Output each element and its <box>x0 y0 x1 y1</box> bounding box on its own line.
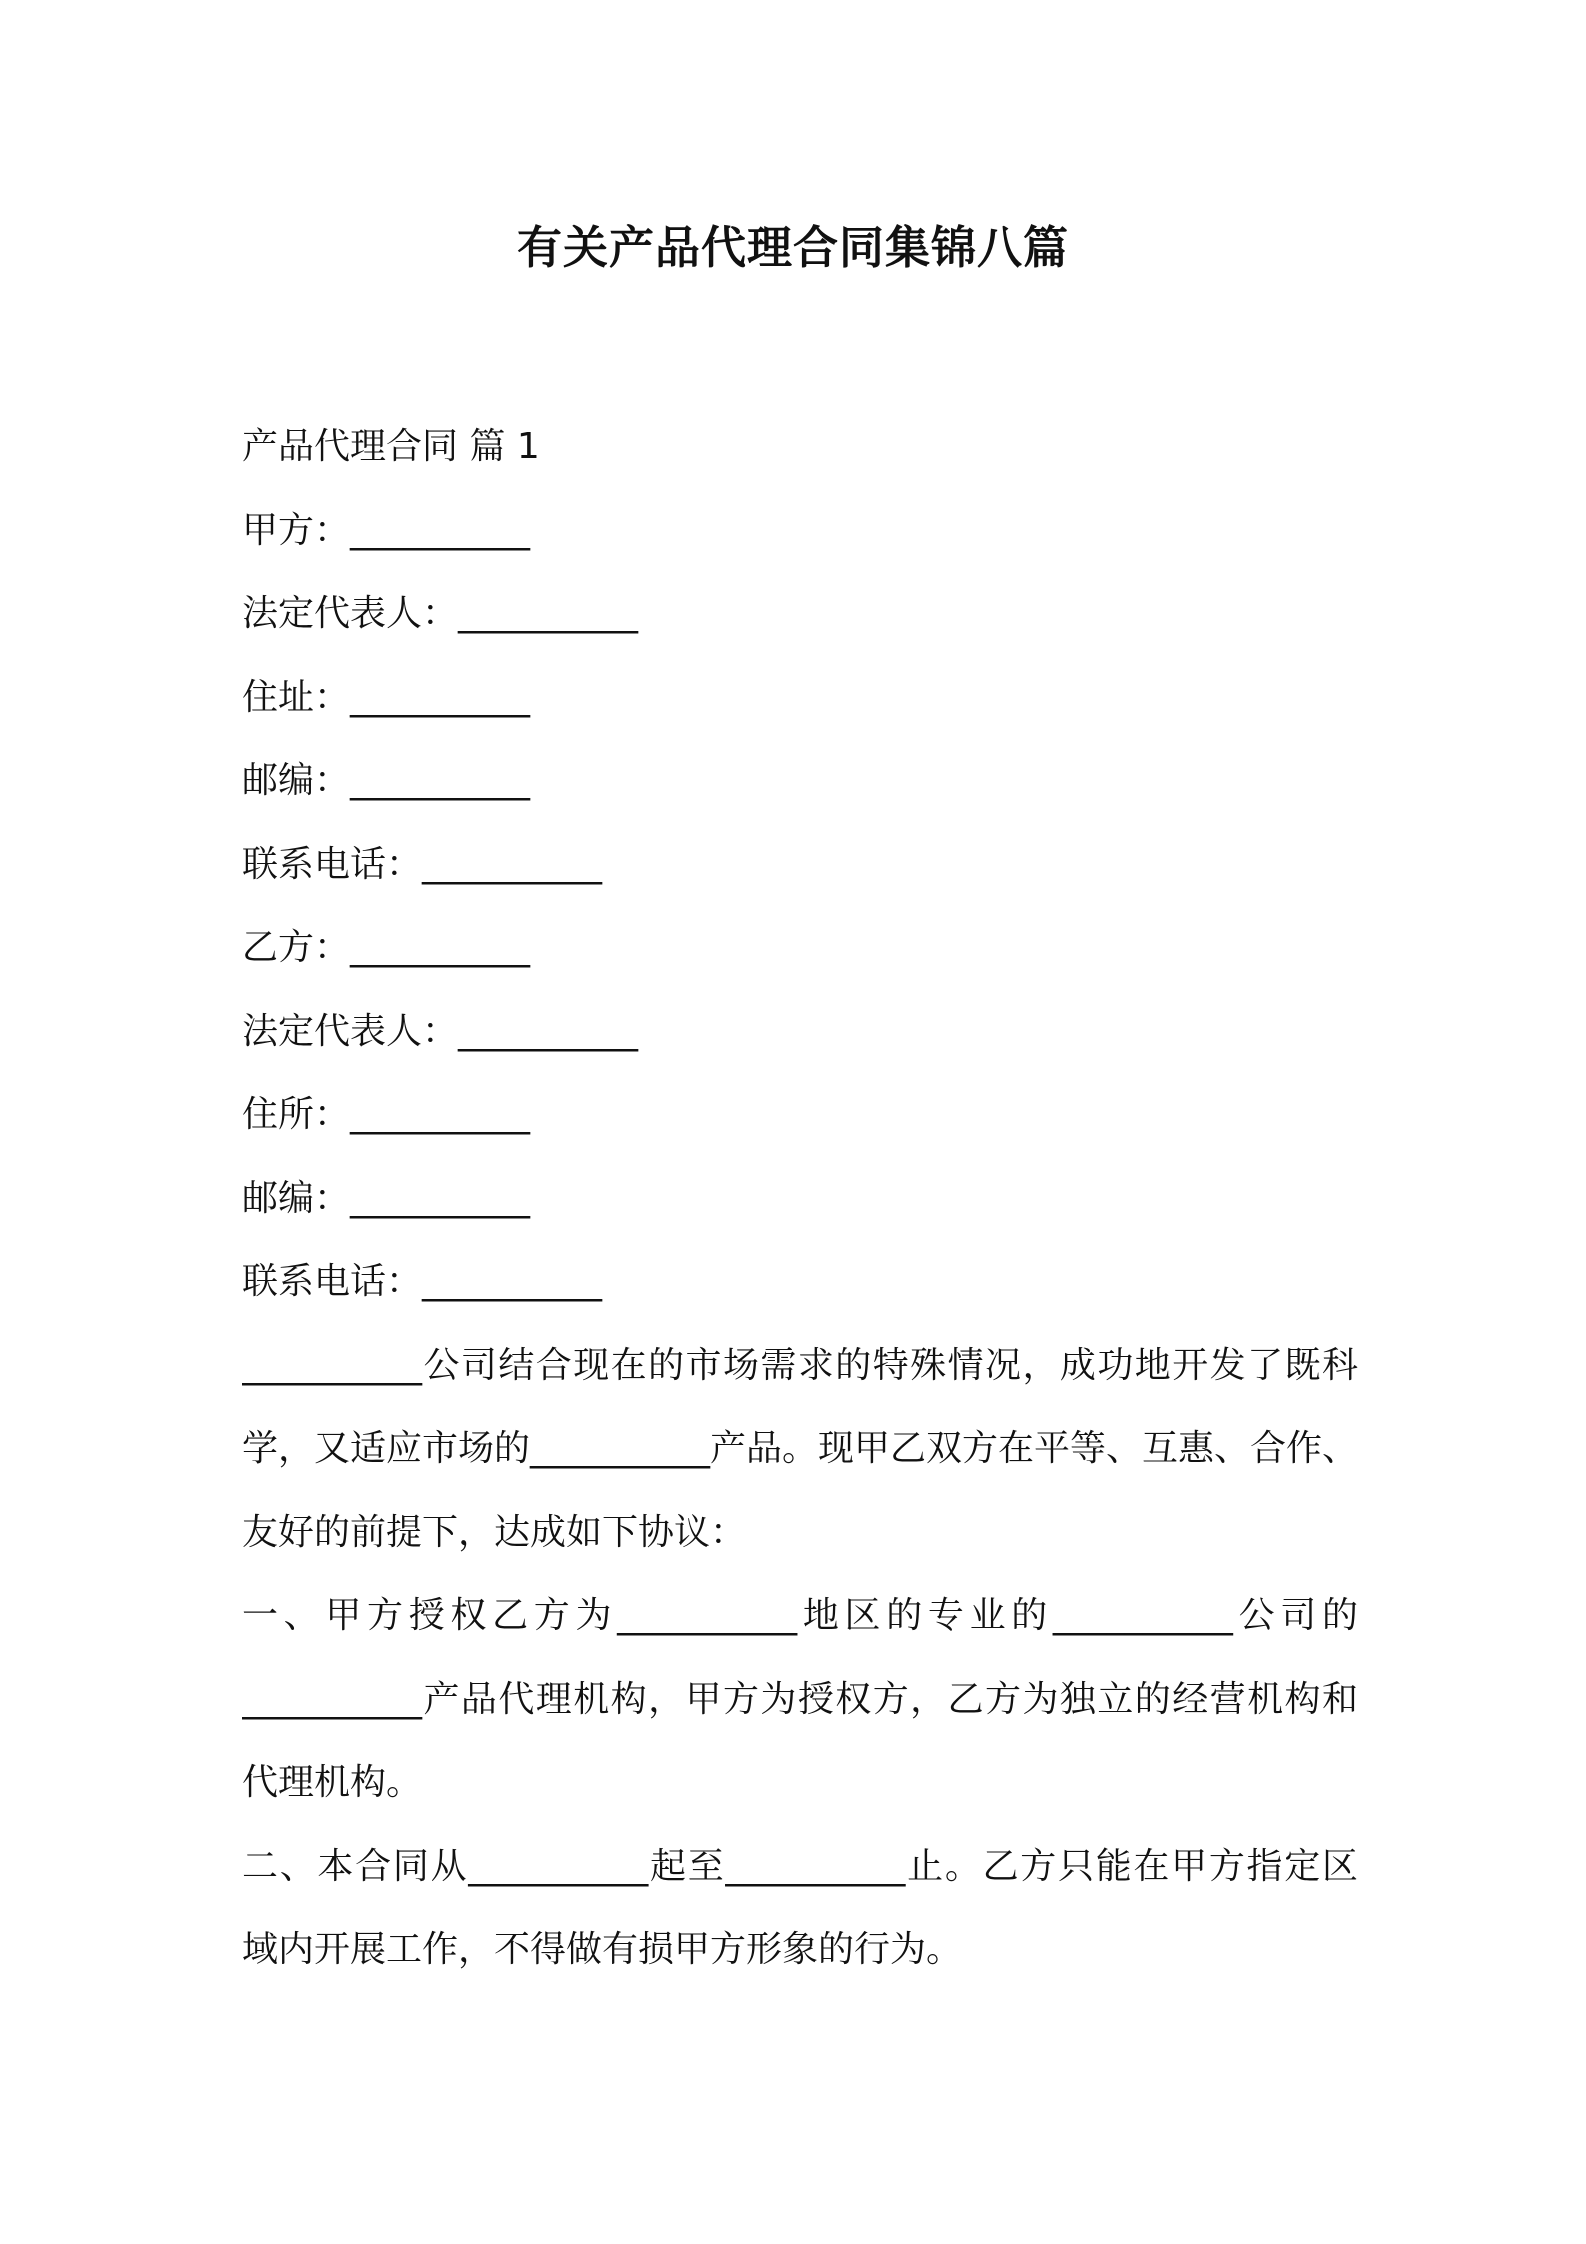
party-a-phone-field: 联系电话：__________ <box>242 843 603 885</box>
preamble-line: 学，又适应市场的__________产品。现甲乙双方在平等、互惠、合作、 <box>242 1428 1358 1469</box>
section-heading: 产品代理合同 篇 1 <box>242 426 540 467</box>
clause-1-line: __________产品代理机构，甲方为授权方，乙方为独立的经营机构和 <box>242 1678 1358 1720</box>
party-b-representative-field: 法定代表人：__________ <box>242 1010 639 1052</box>
document-body <box>242 405 1358 1992</box>
party-b-postcode-field: 邮编：__________ <box>242 1177 531 1219</box>
party-b-address-field: 住所：__________ <box>242 1094 531 1135</box>
clause-1-line: 代理机构。 <box>242 1762 423 1803</box>
document-title: 有关产品代理合同集锦八篇 <box>516 221 1069 274</box>
party-a-postcode-field: 邮编：__________ <box>242 760 531 801</box>
clause-2-line: 域内开展工作，不得做有损甲方形象的行为。 <box>242 1929 963 1970</box>
party-b-field: 乙方：__________ <box>242 927 531 968</box>
party-a-representative-field: 法定代表人：__________ <box>242 593 639 634</box>
preamble-line: __________公司结合现在的市场需求的特殊情况，成功地开发了既科 <box>242 1344 1358 1386</box>
party-a-field: 甲方：__________ <box>242 509 531 551</box>
clause-1-line: 一、甲方授权乙方为__________地区的专业的__________公司的 <box>242 1595 1358 1636</box>
clause-2-line: 二、本合同从__________起至__________止。乙方只能在甲方指定区 <box>242 1845 1358 1887</box>
preamble-line: 友好的前提下，达成如下协议： <box>242 1511 747 1553</box>
party-b-phone-field: 联系电话：__________ <box>242 1261 603 1302</box>
party-a-address-field: 住址：__________ <box>242 676 531 718</box>
